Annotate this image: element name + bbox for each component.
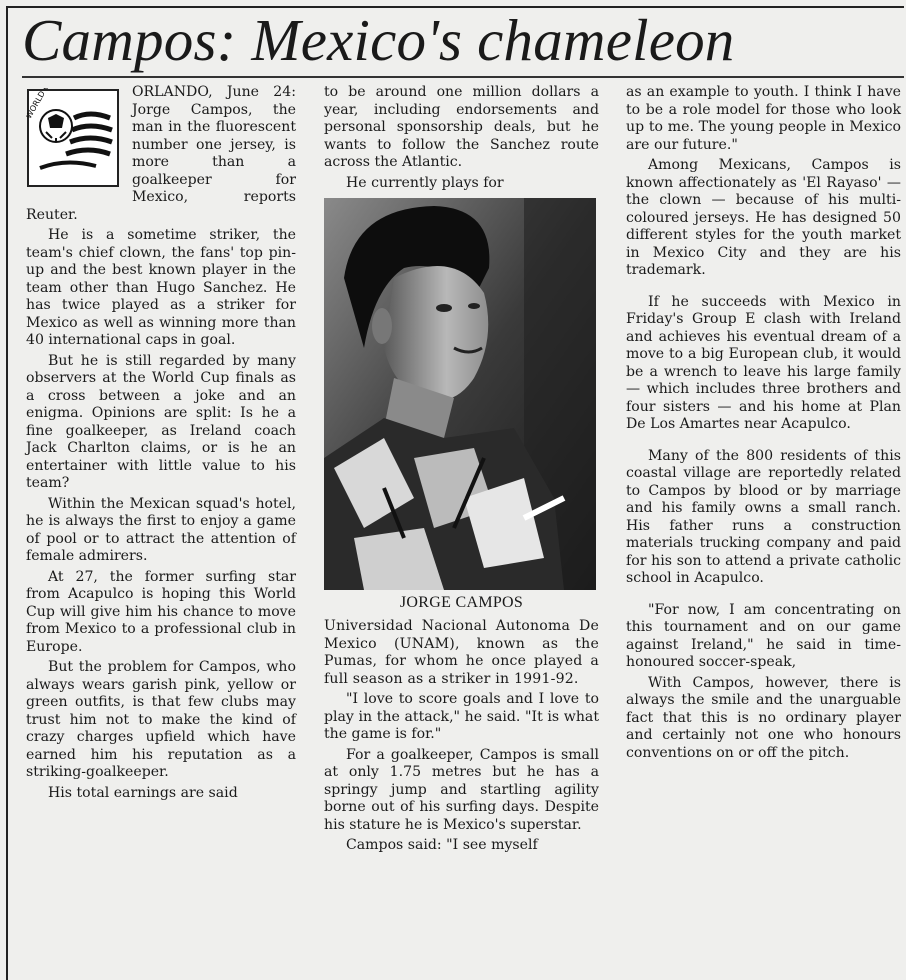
column-2	[324, 84, 599, 858]
headline: Campos: Mexico's chameleon	[22, 7, 735, 73]
paragraph: Universidad Nacional Autonoma De Mexico (UNAM), known as the Pumas, for whom he once played a full season as a striker in 1991-92.	[324, 618, 599, 687]
paragraph: But the problem for Campos, who always wears garish pink, yellow or green outfits, is that few clubs may trust him not to make the kind of crazy charges upfield which have earned him his reputation as a striking-goalkeeper.	[26, 659, 296, 780]
paragraph: But he is still regarded by many observers at the World Cup finals as a cross between a joke and an enigma. Opinions are split: Is he a fine goalkeeper, as Ireland coach Jack Charlton claims, or is he an entertainer with little value to his team?	[26, 352, 296, 491]
paragraph: ORLANDO, June 24: Jorge Campos, the man in the fluorescent number one jersey, is more than a goalkeeper for Mexico, reports Reuter.	[26, 84, 296, 223]
paragraph: Many of the 800 residents of this coastal village are reportedly related to Campos by blood or by marriage and his family owns a small ranch. His father runs a construction materials trucking company and paid for his son to attend a private catholic school in Acapulco.	[626, 447, 901, 586]
paragraph: Within the Mexican squad's hotel, he is always the first to enjoy a game of pool or to attract the attention of female admirers.	[26, 495, 296, 564]
paragraph: If he succeeds with Mexico in Friday's Group E clash with Ireland and achieves his eventual dream of a move to a big European club, it would be a wrench to leave his large family — which includes three brothers and four sisters — and his home at Plan De Los Amartes near Acapulco.	[626, 293, 901, 432]
paragraph: His total earnings are said	[48, 784, 238, 801]
svg-text:WORLD CUP 94: WORLD	[26, 89, 47, 121]
player-photo	[324, 198, 596, 590]
column-1	[26, 84, 296, 805]
paragraph: He is a sometime striker, the team's chief clown, the fans' top pin-up and the best known player in the team other than Hugo Sanchez. He has twice played as a striker for Mexico as well as winning more than 40 international caps in goal.	[26, 227, 296, 348]
paragraph: At 27, the former surfing star from Acapulco is hoping this World Cup will give him his chance to move from Mexico to a professional club in Europe.	[26, 568, 296, 655]
paragraph: With Campos, however, there is always the smile and the unarguable fact that this is no ordinary player and certainly not one who honours conventions on or off the pitch.	[626, 674, 901, 761]
paragraph: Among Mexicans, Campos is known affectionately as 'El Rayaso' — the clown — because of his multi-coloured jerseys. He has designed 50 different styles for the youth market in Mexico City and they are his trademark.	[626, 157, 901, 278]
paragraph: For a goalkeeper, Campos is small at only 1.75 metres but he has a springy jump and startling agility borne out of his surfing days. Despite his stature he is Mexico's superstar.	[324, 746, 599, 833]
headline-rule	[22, 76, 904, 78]
paragraph: Campos said: "I see myself	[346, 837, 538, 853]
paragraph: He currently plays for	[346, 174, 504, 191]
world-cup-logo-icon	[26, 88, 120, 188]
paragraph: "I love to score goals and I love to play in the attack," he said. "It is what the game is for."	[324, 691, 599, 742]
photo-caption: JORGE CAMPOS	[399, 594, 524, 611]
column-3	[626, 84, 901, 765]
paragraph: to be around one million dollars a year, including endorsements and personal sponsorship deals, but he wants to follow the Sanchez route across the Atlantic.	[324, 84, 599, 170]
paragraph: "For now, I am concentrating on this tournament and on our game against Ireland," he said in time-honoured soccer-speak,	[626, 601, 901, 670]
paragraph: as an example to youth. I think I have to be a role model for those who look up to me. The young people in Mexico are our future."	[626, 84, 901, 153]
